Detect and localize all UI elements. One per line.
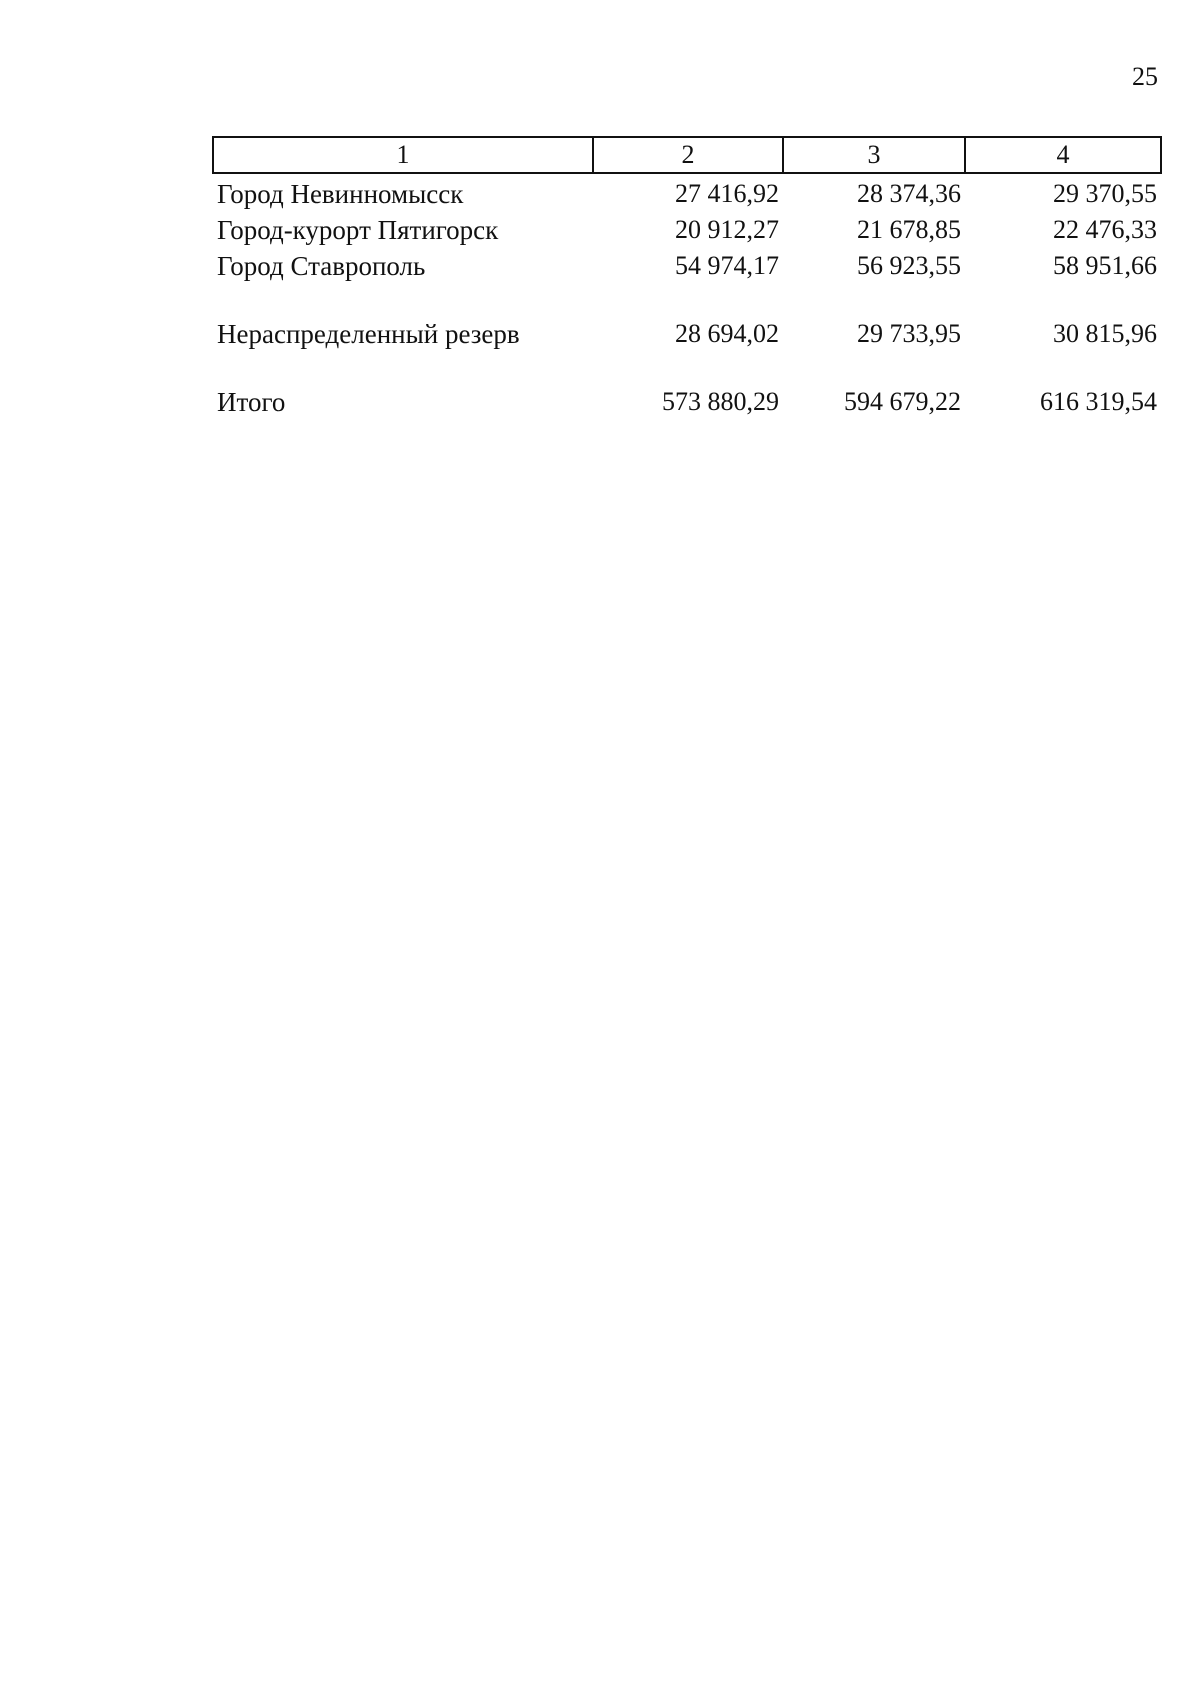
cell-value: 29 733,95 bbox=[857, 319, 961, 348]
table-row bbox=[213, 248, 1161, 284]
budget-table bbox=[212, 136, 1160, 420]
cell-value: 616 319,54 bbox=[1040, 387, 1157, 416]
row-name: Город Невинномысск bbox=[217, 179, 464, 209]
cell-value: 22 476,33 bbox=[1053, 215, 1157, 244]
cell-value: 29 370,55 bbox=[1053, 179, 1157, 208]
cell-value: 28 374,36 bbox=[857, 179, 961, 208]
data-table bbox=[212, 136, 1162, 420]
spacer-cell bbox=[213, 352, 1161, 384]
cell-value: 20 912,27 bbox=[675, 215, 779, 244]
row-name: Итого bbox=[217, 387, 286, 417]
spacer-cell bbox=[213, 284, 1161, 316]
cell-value: 58 951,66 bbox=[1053, 251, 1157, 280]
cell-value: 573 880,29 bbox=[662, 387, 779, 416]
cell-value: 594 679,22 bbox=[844, 387, 961, 416]
spacer-row bbox=[213, 352, 1161, 384]
row-name: Нераспределенный резерв bbox=[217, 319, 520, 349]
cell-value: 30 815,96 bbox=[1053, 319, 1157, 348]
column-header-1: 1 bbox=[213, 137, 593, 173]
row-name: Город Ставрополь bbox=[217, 251, 426, 281]
spacer-row bbox=[213, 284, 1161, 316]
cell-value: 21 678,85 bbox=[857, 215, 961, 244]
cell-value: 54 974,17 bbox=[675, 251, 779, 280]
cell-value: 28 694,02 bbox=[675, 319, 779, 348]
table-row bbox=[213, 316, 1161, 352]
page-number: 25 bbox=[1132, 62, 1158, 91]
column-header-3: 3 bbox=[783, 137, 965, 173]
column-header-4: 4 bbox=[965, 137, 1161, 173]
table-row-total bbox=[213, 384, 1161, 420]
row-name: Город-курорт Пятигорск bbox=[217, 215, 499, 245]
table-row bbox=[213, 212, 1161, 248]
cell-value: 27 416,92 bbox=[675, 179, 779, 208]
header-row bbox=[213, 137, 1161, 173]
table-row bbox=[213, 173, 1161, 212]
cell-value: 56 923,55 bbox=[857, 251, 961, 280]
column-header-2: 2 bbox=[593, 137, 783, 173]
